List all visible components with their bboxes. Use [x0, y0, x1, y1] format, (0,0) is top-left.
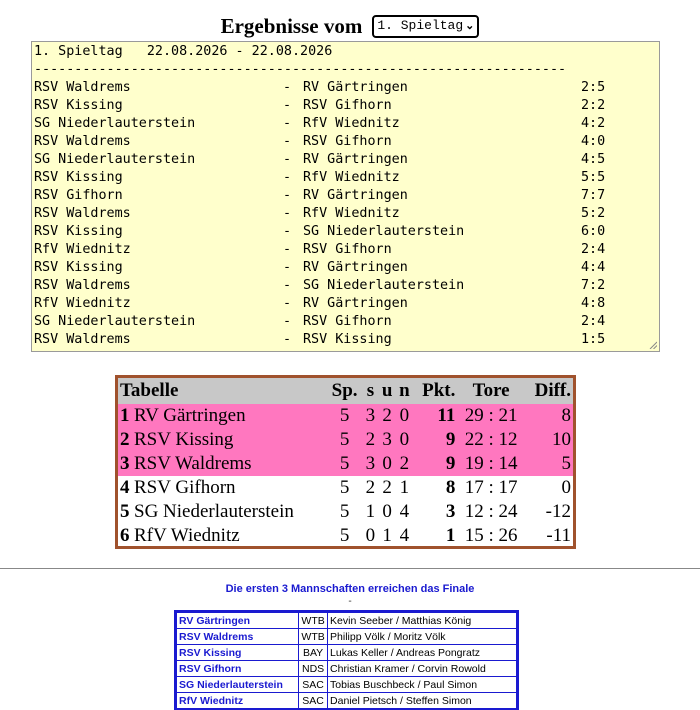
match-separator: -	[283, 260, 300, 275]
match-away: RV Gärtringen	[303, 296, 408, 311]
team-federation: BAY	[299, 645, 328, 661]
match-row	[34, 151, 657, 169]
match-away: SG Niederlauterstein	[303, 278, 465, 293]
match-home: RSV Waldrems	[34, 278, 131, 293]
standings-played: 5	[339, 477, 350, 498]
team-name-link[interactable]: RSV Gifhorn	[177, 661, 299, 677]
match-separator: -	[283, 152, 300, 167]
match-list	[34, 79, 657, 349]
match-separator: -	[283, 332, 300, 347]
team-row	[177, 661, 517, 677]
standings-team: RV Gärtringen	[132, 404, 327, 428]
standings-played: 5	[339, 525, 350, 546]
match-score: 5:5	[581, 170, 606, 185]
match-separator: -	[283, 98, 300, 113]
match-row	[34, 295, 657, 313]
team-name-link[interactable]: RSV Waldrems	[177, 629, 299, 645]
standings-draw: 2	[378, 404, 395, 428]
match-separator: -	[283, 224, 300, 239]
header-goals: Tore	[457, 378, 525, 404]
match-away: RSV Gifhorn	[303, 242, 392, 257]
match-row	[34, 205, 657, 223]
standings-won: 3	[362, 452, 378, 476]
team-players: Christian Kramer / Corvin Rowold	[328, 661, 517, 677]
standings-draw: 3	[378, 428, 395, 452]
header-diff: Diff.	[525, 378, 573, 404]
standings-diff: -11	[546, 525, 571, 546]
match-separator: -	[283, 80, 300, 95]
standings-rank: 1	[118, 404, 132, 428]
match-score: 2:2	[581, 98, 606, 113]
match-separator: -	[283, 170, 300, 185]
team-players: Daniel Pietsch / Steffen Simon	[328, 693, 517, 709]
team-federation: SAC	[299, 677, 328, 693]
standings-draw: 0	[382, 501, 392, 522]
standings-diff: 8	[525, 404, 573, 428]
match-home: RSV Waldrems	[34, 332, 131, 347]
match-away: RSV Gifhorn	[303, 314, 392, 329]
team-row	[177, 629, 517, 645]
standings-won: 2	[365, 477, 376, 498]
standings-row	[118, 524, 573, 548]
match-home: RfV Wiednitz	[34, 296, 131, 311]
match-away: RSV Gifhorn	[303, 134, 392, 149]
standings-rank: 2	[118, 428, 132, 452]
match-home: RSV Kissing	[34, 98, 123, 113]
match-row	[34, 133, 657, 151]
team-name-link[interactable]: SG Niederlauterstein	[177, 677, 299, 693]
results-divider: ------------------------------------------------------------------	[34, 62, 567, 77]
match-separator: -	[283, 278, 300, 293]
standings-points: 9	[413, 452, 457, 476]
standings-diff: 10	[525, 428, 573, 452]
match-separator: -	[283, 242, 300, 257]
standings-team: RfV Wiednitz	[134, 525, 240, 546]
match-home: RSV Waldrems	[34, 206, 131, 221]
match-home: RSV Kissing	[34, 260, 123, 275]
match-row	[34, 331, 657, 349]
match-row	[34, 169, 657, 187]
team-federation: WTB	[299, 629, 328, 645]
team-name-link[interactable]: RfV Wiednitz	[177, 693, 299, 709]
match-separator: -	[283, 206, 300, 221]
standings-diff: 5	[525, 452, 573, 476]
standings-rank: 3	[118, 452, 132, 476]
standings-goals: 15 : 26	[464, 525, 518, 546]
standings-won: 3	[362, 404, 378, 428]
match-score: 5:2	[581, 206, 606, 221]
standings-points: 11	[413, 404, 457, 428]
team-row	[177, 693, 517, 709]
match-row	[34, 277, 657, 295]
match-row	[34, 79, 657, 97]
match-home: RSV Waldrems	[34, 80, 131, 95]
match-home: RSV Waldrems	[34, 134, 131, 149]
standings-rank: 5	[120, 501, 130, 522]
header-played: Sp.	[327, 378, 363, 404]
match-away: SG Niederlauterstein	[303, 224, 465, 239]
standings-lost: 1	[399, 477, 410, 498]
match-score: 4:0	[581, 134, 606, 149]
standings-goals: 29 : 21	[457, 404, 525, 428]
standings-goals: 17 : 17	[464, 477, 518, 498]
standings-goals: 19 : 14	[457, 452, 525, 476]
header-team: Tabelle	[118, 378, 327, 404]
match-score: 2:4	[581, 314, 606, 329]
match-score: 4:5	[581, 152, 606, 167]
results-header	[0, 14, 700, 39]
standings-won: 1	[365, 501, 376, 522]
results-textarea[interactable]	[31, 41, 660, 352]
teams-body	[177, 613, 517, 709]
match-away: RV Gärtringen	[303, 188, 408, 203]
standings-lost: 0	[396, 428, 413, 452]
standings-won: 0	[365, 525, 376, 546]
match-score: 7:2	[581, 278, 606, 293]
match-row	[34, 313, 657, 331]
team-federation: NDS	[299, 661, 328, 677]
standings-draw: 0	[378, 452, 395, 476]
match-home: RfV Wiednitz	[34, 242, 131, 257]
team-row	[177, 645, 517, 661]
standings-rank: 6	[120, 525, 130, 546]
standings-row	[118, 452, 573, 476]
teams-box	[174, 610, 519, 710]
match-home: RSV Kissing	[34, 224, 123, 239]
standings-played: 5	[327, 428, 363, 452]
standings-row	[118, 428, 573, 452]
standings-lost: 0	[396, 404, 413, 428]
match-away: RV Gärtringen	[303, 152, 408, 167]
standings-row	[118, 476, 573, 500]
divider-line	[0, 568, 700, 569]
team-players: Philipp Völk / Moritz Völk	[328, 629, 517, 645]
team-name-link[interactable]: RSV Kissing	[177, 645, 299, 661]
match-row	[34, 115, 657, 133]
finals-note-dash: -	[348, 596, 352, 607]
match-home: RSV Kissing	[34, 170, 123, 185]
team-row	[177, 677, 517, 693]
match-away: RfV Wiednitz	[303, 206, 400, 221]
match-home: SG Niederlauterstein	[34, 152, 196, 167]
match-home: SG Niederlauterstein	[34, 116, 196, 131]
standings-diff: -12	[545, 501, 571, 522]
standings-row	[118, 500, 573, 524]
match-separator: -	[283, 188, 300, 203]
match-score: 7:7	[581, 188, 606, 203]
match-row	[34, 241, 657, 259]
round-select-value: 1. Spieltag	[377, 18, 464, 33]
team-name-link[interactable]: RV Gärtringen	[177, 613, 299, 629]
match-score: 2:4	[581, 242, 606, 257]
match-away: RfV Wiednitz	[303, 116, 400, 131]
standings-table-box	[115, 375, 576, 549]
match-away: RV Gärtringen	[303, 260, 408, 275]
match-separator: -	[283, 314, 300, 329]
match-score: 1:5	[581, 332, 606, 347]
standings-played: 5	[327, 404, 363, 428]
standings-lost: 2	[396, 452, 413, 476]
standings-won: 2	[362, 428, 378, 452]
match-away: RfV Wiednitz	[303, 170, 400, 185]
team-players: Lukas Keller / Andreas Pongratz	[328, 645, 517, 661]
match-away: RSV Gifhorn	[303, 98, 392, 113]
match-separator: -	[283, 116, 300, 131]
header-points: Pkt.	[413, 378, 457, 404]
header-draw: u	[378, 378, 395, 404]
standings-played: 5	[327, 452, 363, 476]
standings-points: 8	[445, 477, 456, 498]
team-federation: WTB	[299, 613, 328, 629]
standings-table	[118, 378, 573, 548]
match-score: 6:0	[581, 224, 606, 239]
match-row	[34, 259, 657, 277]
resize-handle-icon[interactable]	[649, 341, 657, 349]
results-heading: 1. Spieltag 22.08.2026 - 22.08.2026	[34, 44, 333, 59]
standings-draw: 2	[382, 477, 392, 498]
finals-note: Die ersten 3 Mannschaften erreichen das Finale	[225, 583, 475, 595]
match-row	[34, 97, 657, 115]
team-players: Tobias Buschbeck / Paul Simon	[328, 677, 517, 693]
match-score: 2:5	[581, 80, 606, 95]
match-home: SG Niederlauterstein	[34, 314, 196, 329]
match-row	[34, 223, 657, 241]
round-select[interactable]	[372, 15, 479, 38]
match-away: RV Gärtringen	[303, 80, 408, 95]
standings-points: 9	[413, 428, 457, 452]
standings-diff: 0	[561, 477, 571, 498]
page-title: Ergebnisse vom	[220, 14, 363, 38]
standings-points: 3	[445, 501, 456, 522]
standings-team: SG Niederlauterstein	[134, 501, 294, 522]
match-away: RSV Kissing	[303, 332, 392, 347]
team-players: Kevin Seeber / Matthias König	[328, 613, 517, 629]
teams-table	[176, 612, 517, 709]
match-score: 4:4	[581, 260, 606, 275]
standings-team: RSV Gifhorn	[134, 477, 236, 498]
header-lost: n	[396, 378, 413, 404]
standings-team: RSV Waldrems	[132, 452, 327, 476]
standings-team: RSV Kissing	[132, 428, 327, 452]
match-score: 4:8	[581, 296, 606, 311]
team-federation: SAC	[299, 693, 328, 709]
chevron-down-icon: ⌄	[465, 21, 475, 33]
standings-row	[118, 404, 573, 428]
standings-rank: 4	[120, 477, 130, 498]
match-row	[34, 187, 657, 205]
standings-lost: 4	[399, 525, 410, 546]
standings-header-row	[118, 378, 573, 404]
header-won: s	[362, 378, 378, 404]
match-home: RSV Gifhorn	[34, 188, 123, 203]
standings-lost: 4	[399, 501, 410, 522]
match-score: 4:2	[581, 116, 606, 131]
standings-draw: 1	[382, 525, 392, 546]
team-row	[177, 613, 517, 629]
standings-points: 1	[445, 525, 456, 546]
standings-body	[118, 404, 573, 548]
match-separator: -	[283, 134, 300, 149]
match-separator: -	[283, 296, 300, 311]
standings-played: 5	[339, 501, 350, 522]
standings-goals: 22 : 12	[457, 428, 525, 452]
standings-goals: 12 : 24	[464, 501, 518, 522]
